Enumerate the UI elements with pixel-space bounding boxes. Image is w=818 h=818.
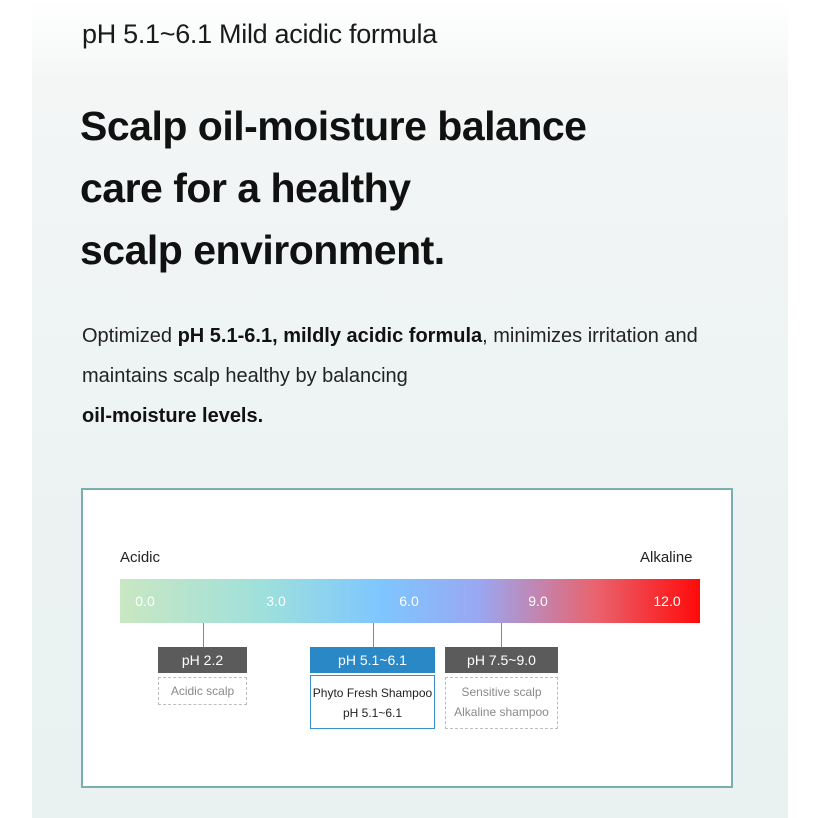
description	[82, 316, 762, 436]
marker-note-line: Acidic scalp	[170, 684, 235, 698]
description-bold-2: oil-moisture levels.	[82, 405, 264, 427]
marker-tag-ph-2-2: pH 2.2	[158, 647, 247, 673]
description-text-1: Optimized	[82, 325, 178, 347]
description-bold-1: pH 5.1-6.1, mildly acidic formula	[177, 325, 483, 347]
marker-note-acidic-scalp	[158, 677, 247, 705]
marker-note-phyto-fresh	[310, 675, 435, 729]
marker-note-sensitive-scalp	[445, 677, 558, 729]
marker-tag-ph-7-5-9-0: pH 7.5~9.0	[445, 647, 558, 673]
headline-line-1: Scalp oil-moisture balance	[80, 103, 587, 149]
marker-note-line: Phyto Fresh Shampoo	[312, 686, 433, 700]
tick-label: 0.0	[135, 593, 155, 609]
ph-scale-frame	[81, 488, 733, 788]
tick-label: 3.0	[266, 593, 286, 609]
marker-note-line: Sensitive scalp	[461, 685, 542, 699]
headline-line-3: scalp environment.	[80, 227, 445, 273]
headline-line-2: care for a healthy	[80, 165, 411, 211]
marker-tag-ph-5-1-6-1: pH 5.1~6.1	[310, 647, 435, 673]
marker-connector	[203, 623, 204, 647]
description-text-2: , minimizes irritation and maintains scalp healthy by balancing	[82, 325, 698, 387]
marker-note-line: Alkaline shampoo	[454, 705, 549, 719]
marker-connector	[373, 623, 374, 647]
acidic-label: Acidic	[120, 549, 161, 566]
tick-label: 6.0	[399, 593, 419, 609]
subtitle: pH 5.1~6.1 Mild acidic formula	[82, 19, 437, 49]
headline	[80, 95, 780, 281]
alkaline-label: Alkaline	[640, 549, 693, 566]
tick-label: 9.0	[528, 593, 548, 609]
tick-label: 12.0	[653, 593, 681, 609]
marker-connector	[501, 623, 502, 647]
marker-note-line: pH 5.1~6.1	[342, 706, 403, 720]
